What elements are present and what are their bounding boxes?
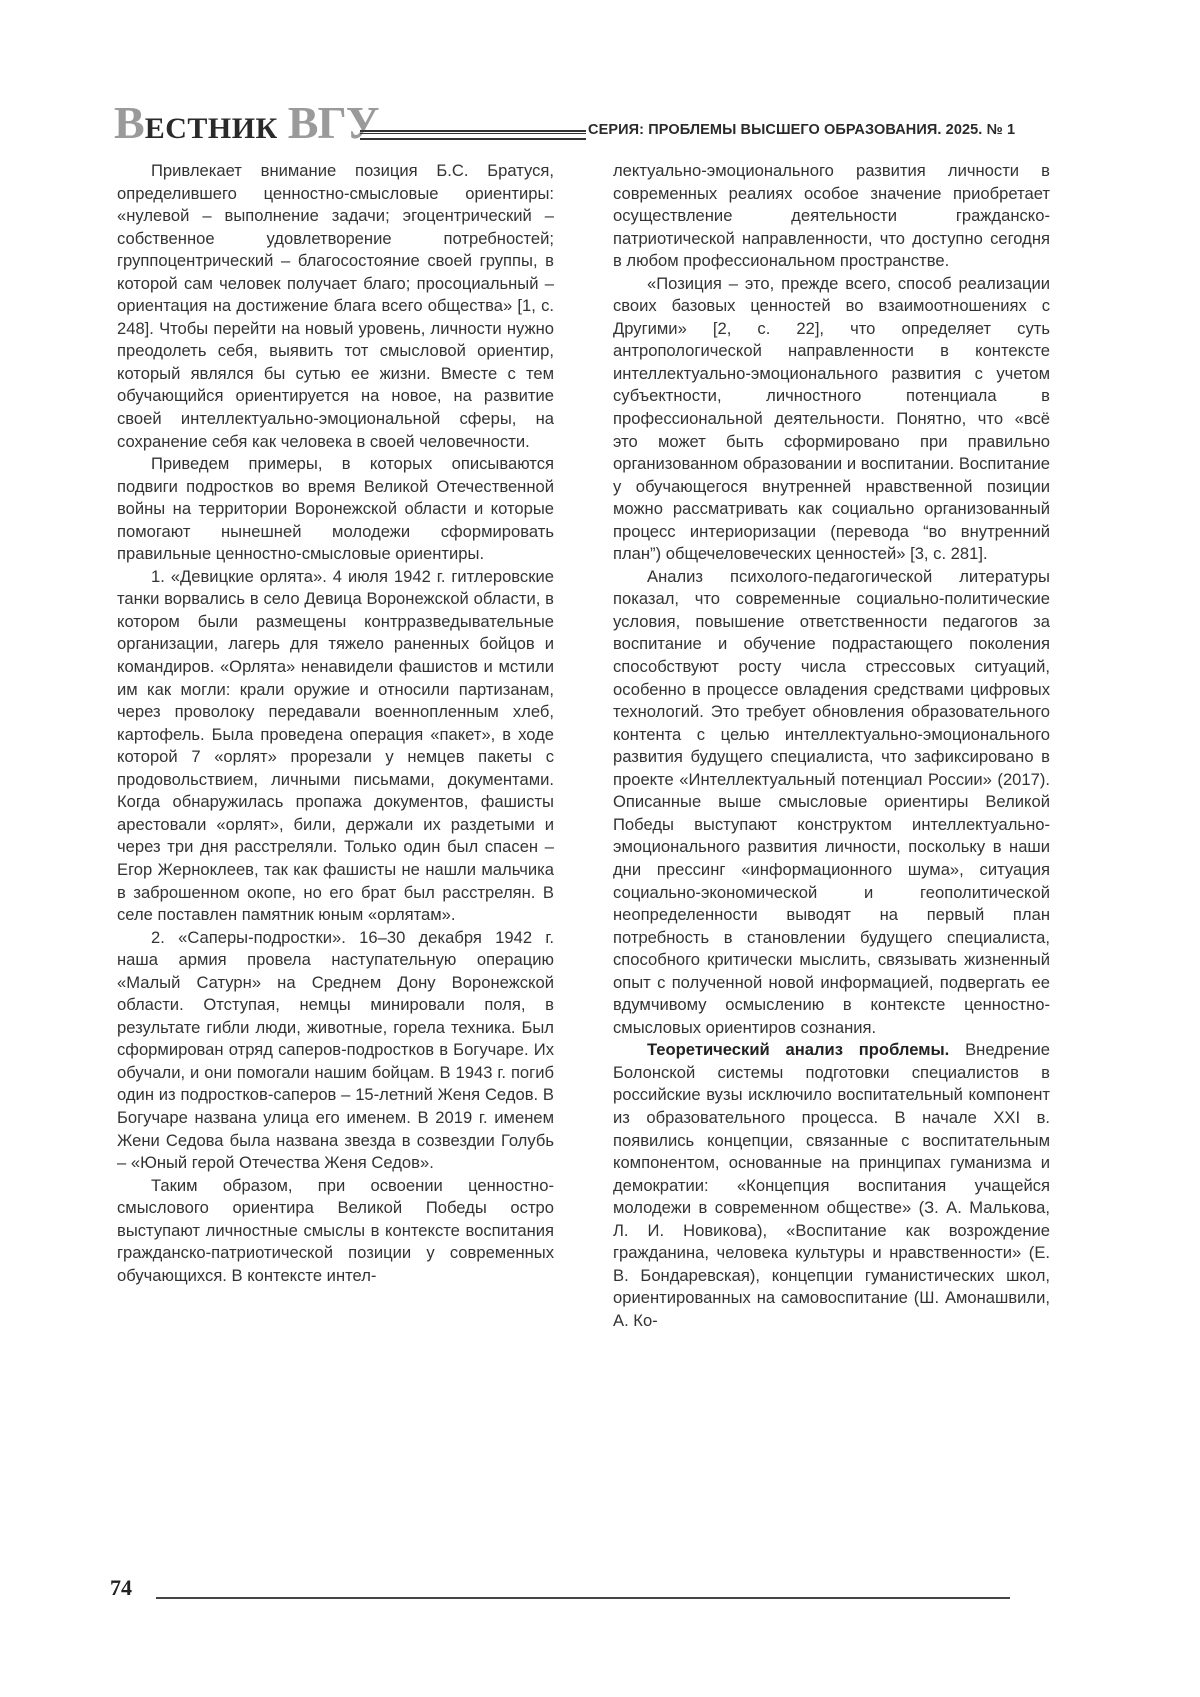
paragraph: 2. «Саперы-подростки». 16–30 декабря 1942 г. наша армия провела наступательную операцию «Малый Сатурн» на Среднем Дону Воронежской области. Отступая, немцы минировали поля, в результате гибли люди, животные, горела техника. Был сформирован отряд саперов-подростков в Богучаре. Их обучали, и они помогали нашим бойцам. В 1943 г. погиб один из подростков-саперов – 15-летний Женя Седов. В Богучаре названа улица его именем. В 2019 г. именем Жени Седова была названа звезда в созвездии Голубь – «Юный герой Отечества Женя Седов». bbox=[117, 927, 554, 1173]
paragraph: Привлекает внимание позиция Б.С. Братуся, определившего ценностно-смысловые ориентиры: «нулевой – выполнение задачи; эгоцентрический – собственное удовлетворение потребностей; группоцентрический – благосостояние своей группы, в которой сам человек получает благо; просоциальный – ориентация на достижение блага всего общества» [1, с. 248]. Чтобы перейти на новый уровень, личности нужно преодолеть себя, выявить тот смысловой ориентир, который являлся бы сутью ее жизни. Вместе с тем обучающийся ориентируется на новое, на развитие своей интеллектуально-эмоциональной сферы, на сохранение себя как человека в своей человечности. bbox=[117, 161, 554, 451]
header-rule bbox=[360, 130, 586, 140]
paragraph: 1. «Девицкие орлята». 4 июля 1942 г. гитлеровские танки ворвались в село Девица Воронежской области, в котором были размещены контрразведывательные организации, лагерь для тяжело раненных бойцов и командиров. «Орлята» ненавидели фашистов и мстили им как могли: крали оружие и относили партизанам, через проволоку передавали военнопленным хлеб, картофель. Была проведена операция «пакет», в ходе которой 7 «орлят» прорезали у немцев пакеты с продовольствием, личными письмами, документами. Когда обнаружилась пропажа документов, фашисты арестовали «орлят», били, держали их раздетыми и через три дня расстреляли. Только один был спасен – Егор Жерноклеев, так как фашисты не нашли мальчика в заброшенном окопе, но его брат был расстрелян. В селе поставлен памятник юным «орлятам». bbox=[117, 566, 554, 925]
logo-initial: В bbox=[114, 97, 145, 148]
page-footer bbox=[110, 1575, 1010, 1605]
paragraph: лектуально-эмоционального развития личности в современных реалиях особое значение приобретает осуществление деятельности гражданско-патриотической направленности, что доступно сегодня в любом профессиональном пространстве. bbox=[613, 161, 1050, 271]
right-column bbox=[613, 160, 1050, 1332]
paragraph: Анализ психолого-педагогической литературы показал, что современные социально-политические условия, повышение ответственности педагогов за воспитание и обучение подрастающего поколения способствуют росту числа стрессовых ситуаций, особенно в процессе овладения средствами цифровых технологий. Это требует обновления образовательного контента с целью интеллектуально-эмоционального развития будущего специалиста, что зафиксировано в проекте «Интеллектуальный потенциал России» (2017). Описанные выше смысловые ориентиры Великой Победы выступают конструктом интеллектуально-эмоционального развития личности, поскольку в наши дни прессинг «информационного шума», ситуация социально-экономической и геополитической неопределенности выводят на первый план потребность в становлении будущего специалиста, способного критически мыслить, связывать жизненный опыт с полученной новой информацией, подвергать ее вдумчивому осмыслению в контексте ценностно-смысловых ориентиров сознания. bbox=[613, 566, 1050, 1037]
paragraph: «Позиция – это, прежде всего, способ реализации своих базовых ценностей во взаимоотношениях с Другими» [2, с. 22], что определяет суть антропологической направленности в контексте интеллектуально-эмоционального развития с учетом субъектности, личностного потенциала в профессиональной деятельности. Понятно, что «всё это может быть сформировано при правильно организованном образовании и воспитании. Воспитание у обучающегося внутренней нравственной позиции можно рассматривать как социально организованный процесс интериоризации (перевода “во внутренний план”) общечеловеческих ценностей» [3, с. 281]. bbox=[613, 273, 1050, 564]
left-column bbox=[117, 160, 554, 1287]
journal-logo bbox=[114, 97, 379, 148]
page-number: 74 bbox=[110, 1575, 132, 1600]
section-text: Внедрение Болонской системы подготовки специалистов в российские вузы исключило воспитательный компонент из образовательного процесса. В начале XXI в. появились концепции, связанные с воспитательным компонентом, основанные на принципах гуманизма и демократии: «Концепция воспитания учащейся молодежи в современном обществе» (З. А. Малькова, Л. И. Новикова), «Воспитание как возрождение гражданина, человека культуры и нравственности» (Е. В. Бондаревская), концепции гуманистических школ, ориентированных на самовоспитание (Ш. Амонашвили, А. Ко- bbox=[613, 1040, 1050, 1330]
running-header bbox=[114, 97, 1120, 148]
section-paragraph bbox=[613, 1039, 1050, 1332]
paragraph: Приведем примеры, в которых описываются подвиги подростков во время Великой Отечественной войны на территории Воронежской области и которые помогают нынешней молодежи сформировать правильные ценностно-смысловые ориентиры. bbox=[117, 454, 554, 564]
footer-rule bbox=[156, 1597, 1010, 1599]
logo-vgu: ВГУ bbox=[287, 97, 379, 148]
series-title: СЕРИЯ: ПРОБЛЕМЫ ВЫСШЕГО ОБРАЗОВАНИЯ. 2025. № 1 bbox=[588, 122, 1016, 138]
logo-word: ЕСТНИК bbox=[144, 112, 278, 145]
section-heading: Теоретический анализ проблемы. bbox=[647, 1040, 950, 1060]
paragraph: Таким образом, при освоении ценностно-смыслового ориентира Великой Победы остро выступают личностные смыслы в контексте воспитания гражданско-патриотической позиции у современных обучающихся. В контексте интел- bbox=[117, 1175, 554, 1285]
